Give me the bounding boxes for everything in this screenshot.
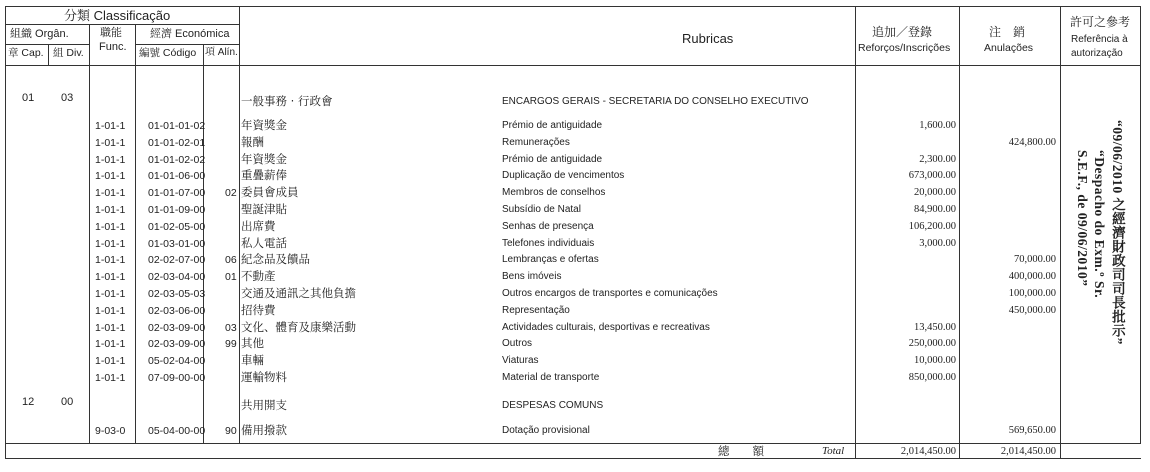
row-item: 委員會成員 — [241, 185, 299, 200]
row-codigo: 05-02-04-00 — [148, 355, 206, 368]
row-rubrica: Prémio de antiguidade — [502, 120, 603, 131]
row-codigo: 02-03-09-00 — [148, 338, 206, 351]
header-organica: 組織 Orgân. — [10, 28, 69, 40]
row-rubrica: Duplicação de vencimentos — [502, 170, 625, 182]
row-item: 重疊薪俸 — [241, 168, 287, 183]
row-anulacao: 569,650.00 — [1008, 425, 1056, 436]
authorization-text-line2: “Despacho do Exm.º Sr. — [1091, 150, 1107, 299]
row-anulacao: 100,000.00 — [1008, 288, 1056, 299]
row-codigo: 05-04-00-00 — [148, 425, 206, 437]
row-item: 其他 — [241, 336, 264, 351]
table-right-border — [1140, 6, 1141, 444]
row-reforco: 84,900.00 — [914, 204, 956, 215]
row-codigo: 02-03-05-03 — [148, 288, 206, 300]
row-item: 備用撥款 — [241, 423, 287, 437]
row-rubrica: Dotação provisional — [502, 425, 590, 436]
row-reforco: 13,450.00 — [914, 321, 956, 333]
row-alin: 90 — [225, 425, 237, 437]
row-rubrica: Lembranças e ofertas — [502, 254, 599, 266]
row-item: 私人電話 — [241, 235, 287, 250]
row-func: 1-01-1 — [95, 153, 126, 166]
col-line-func-left — [89, 24, 90, 444]
table-left-border — [5, 6, 6, 459]
row-reforco: 10,000.00 — [914, 355, 956, 367]
row-rubrica: Outros encargos de transportes e comunicações — [502, 288, 718, 299]
row-codigo: 02-03-06-00 — [148, 304, 206, 317]
row-rubrica: Telefones individuais — [502, 237, 595, 249]
group-cap: 12 — [22, 396, 35, 408]
header-line-1 — [5, 24, 239, 25]
row-func: 1-01-1 — [95, 355, 126, 368]
total-label-pt: Total — [822, 445, 845, 457]
col-line-item-left — [239, 6, 240, 444]
row-codigo: 01-01-07-00 — [148, 187, 206, 200]
total-reforcos: 2,014,450.00 — [900, 446, 956, 457]
row-alin: 01 — [225, 271, 237, 284]
header-reforcos-pt: Reforços/Inscrições — [858, 42, 951, 54]
header-anulacoes-pt: Anulações — [984, 42, 1034, 54]
total-row-top-border — [5, 443, 1141, 444]
group-rubrica: ENCARGOS GERAIS - SECRETARIA DO CONSELHO EXECUTIVO — [502, 96, 809, 107]
total-anulacoes: 2,014,450.00 — [1000, 446, 1056, 457]
col-line-cap-div — [48, 44, 49, 65]
row-func: 1-01-1 — [95, 120, 126, 132]
row-item: 不動產 — [241, 269, 276, 284]
row-item: 出席費 — [241, 218, 276, 233]
row-codigo: 02-03-04-00 — [148, 271, 206, 284]
col-line-code-left — [135, 24, 136, 444]
authorization-text-line1: “09/06/2010 之經濟財政司司長批示” — [1109, 120, 1125, 345]
row-anulacao: 70,000.00 — [1014, 254, 1056, 266]
row-codigo: 02-02-07-00 — [148, 254, 206, 267]
row-codigo: 01-01-09-00 — [148, 204, 206, 216]
row-anulacao: 424,800.00 — [1008, 136, 1056, 148]
row-func: 1-01-1 — [95, 321, 126, 334]
row-reforco: 250,000.00 — [908, 338, 956, 350]
header-line-2a — [5, 44, 89, 45]
group-item: 一般事務 ‧ 行政會 — [241, 94, 333, 108]
header-rubricas: Rubricas — [682, 31, 734, 46]
row-rubrica: Prémio de antiguidade — [502, 153, 603, 165]
row-item: 年資獎金 — [241, 118, 287, 132]
row-func: 1-01-1 — [95, 271, 126, 284]
row-rubrica: Viaturas — [502, 355, 539, 367]
row-rubrica: Bens imóveis — [502, 271, 562, 283]
row-item: 年資獎金 — [241, 151, 287, 166]
row-codigo: 01-03-01-00 — [148, 237, 206, 250]
header-funcional-pt: Func. — [99, 41, 127, 53]
row-func: 9-03-0 — [95, 425, 126, 437]
header-reforcos-cn: 追加／登錄 — [872, 25, 933, 39]
table-top-border — [5, 6, 1141, 7]
group-item: 共用開支 — [241, 398, 287, 412]
row-codigo: 01-01-01-02 — [148, 120, 206, 132]
header-funcional-cn: 職能 — [100, 27, 122, 39]
row-func: 1-01-1 — [95, 304, 126, 317]
row-item: 招待費 — [241, 302, 276, 317]
row-func: 1-01-1 — [95, 204, 126, 216]
header-line-2b — [135, 44, 239, 45]
col-line-reforcos-left — [855, 6, 856, 459]
row-item: 車輛 — [241, 353, 264, 368]
row-func: 1-01-1 — [95, 372, 126, 384]
row-reforco: 3,000.00 — [919, 237, 956, 249]
row-func: 1-01-1 — [95, 338, 126, 351]
row-reforco: 850,000.00 — [908, 372, 956, 383]
row-reforco: 2,300.00 — [919, 153, 956, 165]
row-rubrica: Remunerações — [502, 136, 570, 148]
row-rubrica: Membros de conselhos — [502, 187, 606, 199]
header-referencia-pt2: autorização — [1071, 48, 1123, 59]
row-func: 1-01-1 — [95, 187, 126, 200]
header-referencia-pt1: Referência à — [1071, 34, 1128, 45]
row-func: 1-01-1 — [95, 136, 126, 149]
row-rubrica: Actividades culturais, desportivas e recreativas — [502, 321, 710, 333]
header-economica: 經濟 Económica — [150, 28, 230, 40]
row-alin: 03 — [225, 321, 237, 334]
row-codigo: 07-09-00-00 — [148, 372, 206, 384]
row-rubrica: Subsídio de Natal — [502, 204, 581, 215]
col-line-referencia-left — [1060, 6, 1061, 459]
row-rubrica: Outros — [502, 338, 533, 350]
total-label-cn: 總 額 — [718, 444, 764, 458]
row-codigo: 01-01-06-00 — [148, 170, 206, 183]
row-func: 1-01-1 — [95, 254, 126, 267]
row-func: 1-01-1 — [95, 237, 126, 250]
header-anulacoes-cn: 注 銷 — [989, 25, 1026, 39]
header-cap: 章 Cap. — [8, 47, 44, 59]
authorization-text-line3: S.E.F., de 09/06/2010” — [1074, 150, 1090, 287]
row-reforco: 106,200.00 — [908, 220, 956, 232]
row-anulacao: 400,000.00 — [1008, 271, 1056, 283]
row-codigo: 01-01-02-01 — [148, 136, 206, 149]
header-div: 組 Div. — [53, 47, 84, 59]
col-line-anulacoes-left — [959, 6, 960, 459]
group-rubrica: DESPESAS COMUNS — [502, 400, 604, 411]
row-item: 報酬 — [241, 134, 264, 149]
row-alin: 06 — [225, 254, 237, 267]
header-referencia-cn: 許可之參考 — [1070, 15, 1131, 29]
row-anulacao: 450,000.00 — [1008, 304, 1056, 316]
row-item: 交通及通訊之其他負擔 — [241, 286, 356, 300]
row-func: 1-01-1 — [95, 170, 126, 183]
header-alin: 項 Alín. — [205, 47, 238, 58]
group-div: 03 — [61, 92, 74, 104]
header-classificacao: 分類 Classificação — [64, 8, 171, 23]
row-codigo: 01-01-02-02 — [148, 153, 206, 166]
group-cap: 01 — [22, 92, 35, 104]
header-bottom-border — [5, 65, 1141, 66]
row-reforco: 20,000.00 — [914, 187, 956, 199]
row-item: 文化、體育及康樂活動 — [241, 319, 356, 334]
row-rubrica: Material de transporte — [502, 372, 600, 383]
row-rubrica: Senhas de presença — [502, 220, 594, 232]
row-item: 運輸物料 — [241, 370, 287, 384]
row-reforco: 1,600.00 — [919, 120, 956, 131]
row-codigo: 02-03-09-00 — [148, 321, 206, 334]
row-codigo: 01-02-05-00 — [148, 220, 206, 233]
row-alin: 99 — [225, 338, 237, 351]
header-codigo: 編號 Código — [139, 47, 197, 59]
row-func: 1-01-1 — [95, 288, 126, 300]
row-reforco: 673,000.00 — [908, 170, 956, 182]
group-div: 00 — [61, 396, 74, 408]
row-func: 1-01-1 — [95, 220, 126, 233]
total-row-bottom-border — [5, 458, 1141, 459]
row-alin: 02 — [225, 187, 237, 200]
row-item: 聖誕津貼 — [241, 202, 287, 216]
row-rubrica: Representação — [502, 304, 570, 316]
row-item: 紀念品及饋品 — [241, 252, 310, 267]
